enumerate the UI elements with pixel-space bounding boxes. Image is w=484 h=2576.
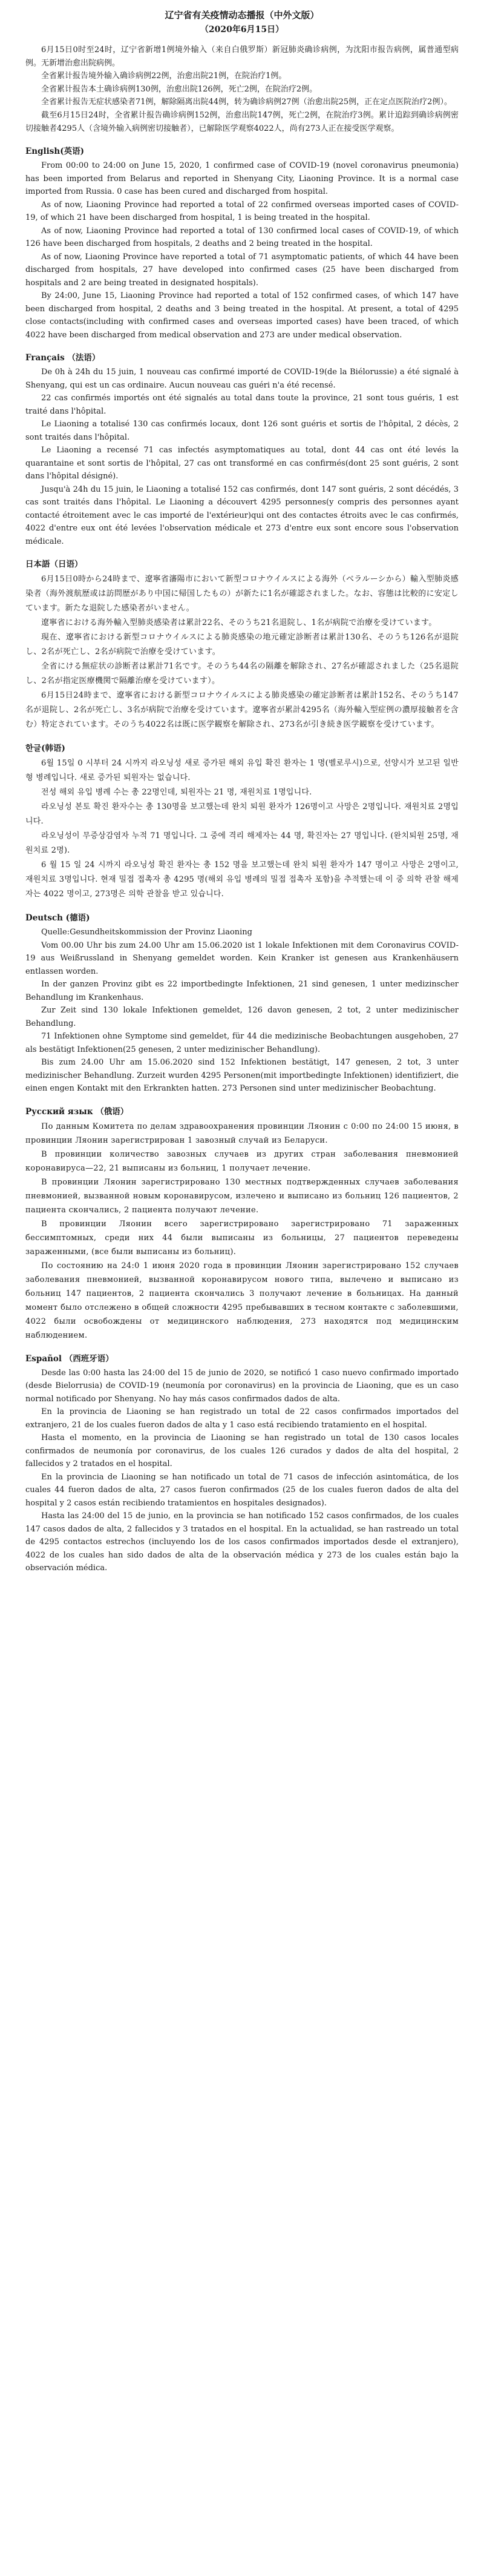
section-de bbox=[25, 911, 459, 1095]
paragraph: 全省にける無症状の診断者は累計71名です。そのうち44名の隔離を解除され、27名が確認されました（25名退院し、2名が指定医療機関で隔離治療を受けています）。 bbox=[25, 662, 459, 686]
paragraph: 6月15日0时至24时，辽宁省新增1例境外输入（来自白俄罗斯）新冠肺炎确诊病例，为沈阳市报告病例，属普通型病例。无新增治愈出院病例。 bbox=[25, 45, 459, 68]
paragraph: In der ganzen Provinz gibt es 22 importbedingte Infektionen, 21 sind genesen, 1 unter medizinscher Behandlung im Krankenhaus. bbox=[25, 980, 459, 1002]
section-heading-es: Español （西班牙语） bbox=[25, 1353, 114, 1364]
section-ru bbox=[25, 1105, 459, 1342]
document-title: 辽宁省有关疫情动态播报（中外文版） bbox=[165, 10, 319, 21]
paragraph: 22 cas confirmés importés ont été signalés au total dans toute la province, 21 sont tous guéris, 1 est traité dans l'hôpital. bbox=[25, 394, 459, 416]
paragraph: В провинции количество завозных случаев из других стран заболевания пневмонией коронавируса—22, 21 выписаны из больниц, 1 получает лечение. bbox=[25, 1149, 459, 1173]
section-heading-de: Deutsch (德语) bbox=[25, 913, 90, 923]
paragraph: 71 Infektionen ohne Symptome sind gemeldet, für 44 die medizinische Beobachtungen ausgehoben, 27 als bestätigt Infektionen(25 genesen, 2 unter medizinischer Behandlung). bbox=[25, 1032, 459, 1054]
paragraph: Hasta el momento, en la provincia de Liaoning se han registrado un total de 130 casos locales confirmados de neumonía por coronavirus, de los cuales 126 curados y dados de alta del hospital, 2 fallecidos y 2 tratados en el hospital. bbox=[25, 1433, 459, 1469]
document-date: （2020年6月15日） bbox=[200, 25, 284, 35]
paragraph: 라오닝성 본토 확진 환자수는 총 130명을 보고했는데 완치 퇴원 환자가 126명이고 사망은 2명입니다. 재원치료 2명입니다. bbox=[25, 802, 459, 827]
paragraph: Le Liaoning a recensé 71 cas infectés asymptomatiques au total, dont 44 cas ont été levés la quarantaine et sont sortis de l'hôpital, 27 cas ont transformé en cas confirmés(dont 25 sont guéris, 2 sont dans l'hôpital désigné). bbox=[25, 446, 459, 481]
paragraph: Quelle:Gesundheitskommission der Provinz Liaoning bbox=[41, 928, 252, 937]
section-heading-ja: 日本語（日语） bbox=[25, 560, 83, 570]
paragraph: En la provincia de Liaoning se han registrado un total de 22 casos confirmados importados del extranjero, 21 de los cuales fueron dados de alta y 1 caso está recibiendo tratamiento en el hospital. bbox=[25, 1407, 459, 1430]
paragraph: 遼寧省における海外輸入型肺炎感染者は累計22名、そのうち21名退院し、1名が病院で治療を受けています。 bbox=[41, 618, 437, 628]
paragraph: По данным Комитета по делам здравоохранения провинции Ляонин с 0:00 по 24:00 15 июня, в провинции Ляонин зарегистрирован 1 завозный случай из Беларуси. bbox=[25, 1121, 459, 1145]
section-zh bbox=[25, 44, 459, 135]
paragraph: 現在、遼寧省における新型コロナウイルスによる肺炎感染の地元確定診断者は累計130名、そのうち126名が退院し、2名が死亡し、2名が病院で治療を受けています。 bbox=[25, 633, 459, 657]
section-heading-en: English(英语) bbox=[25, 147, 84, 157]
paragraph: В провинции Ляонин зарегистрировано 130 местных подтвержденных случаев заболевания пневмонией, вызванной новым коронавирусом, излечено и выписано из больниц 126 пациентов, 2 пациента скончались, 2 пациента получают лечение. bbox=[25, 1177, 459, 1215]
paragraph: Le Liaoning a totalisé 130 cas confirmés locaux, dont 126 sont guéris et sortis de l'hôpital, 2 décès, 2 sont traités dans l'hôpital. bbox=[25, 420, 459, 442]
paragraph: 6月15日0時から24時まで、遼寧省瀋陽市において新型コロナウイルスによる海外（ベラルーシから）輸入型肺炎感染者（海外渡航歴或は訪問歴があり中国に帰国したもの）が新たに1名が確認されました。なお、容態は比較的に安定しています。新たな退院した感染者がいません。 bbox=[25, 575, 459, 613]
section-fr bbox=[25, 351, 459, 548]
paragraph: En la provincia de Liaoning se han notificado un total de 71 casos de infección asintomática, de los cuales 44 fueron dados de alta, 27 casos fueron confirmados (25 de los cuales fueron dados de alta del hospital y 2 casos están recibiendo tratamientos en hospitales designados). bbox=[25, 1472, 459, 1508]
paragraph: De 0h à 24h du 15 juin, 1 nouveau cas confirmé importé de COVID-19(de la Biélorussie) a été signalé à Shenyang, qui est un cas ordinaire. Aucun nouveau cas guéri n'a été recensé. bbox=[25, 368, 459, 390]
section-en bbox=[25, 145, 459, 342]
paragraph: 6 월 15 일 24 시까지 라오닝성 확진 환자는 총 152 명을 보고했는데 완치 퇴원 환자가 147 명이고 사망은 2명이고, 재원치료 3명입니다. 현재 밀접 접촉자 총 4295 명(해외 유입 병례의 밀접 접촉자 포함)을 추적했는데 이 중 의학 관찰 해제자는 4022 명이고, 273명은 의학 관찰을 받고 있습니다. bbox=[25, 860, 459, 899]
paragraph: Bis zum 24.00 Uhr am 15.06.2020 sind 152 Infektionen bestätigt, 147 genesen, 2 tot, 3 unter medizinischer Behandlung. Zurzeit wurden 4295 Personen(mit importbedingte Infektionen) identifiziert, die einen engen Kontakt mit den Erkrankten hatten. 273 Personen sind unter medizinischer Beobachtung. bbox=[25, 1058, 459, 1094]
paragraph: Hasta las 24:00 del 15 de junio, en la provincia se han notificado 152 casos confirmados, de los cuales 147 casos dados de alta, 2 fallecidos y 3 tratados en el hospital. En la actualidad, se han rastreado un total de 4295 contactos estrechos (incluyendo los de los casos confirmados importados desde el extranjero), 4022 de los cuales han sido dados de alta de la observación médica y 273 de los cuales están bajo la observación médica. bbox=[25, 1511, 459, 1573]
paragraph: As of now, Liaoning Province have reported a total of 71 asymptomatic patients, of which 44 have been discharged from hospitals, 27 have developed into confirmed cases (25 have been discharged from hospitals and 2 are being treated in designated hospitals). bbox=[25, 252, 459, 288]
paragraph: Zur Zeit sind 130 lokale Infektionen gemeldet, 126 davon genesen, 2 tot, 2 unter medizinischer Behandlung. bbox=[25, 1006, 459, 1028]
section-es bbox=[25, 1352, 459, 1575]
paragraph: As of now, Liaoning Province had reported a total of 22 confirmed overseas imported cases of COVID-19, of which 21 have been discharged from hospital, 1 is being treated in the hospital. bbox=[25, 200, 459, 223]
paragraph: 全省累计报告无症状感染者71例，解除隔离出院44例，转为确诊病例27例（治愈出院25例，正在定点医院治疗2例）。 bbox=[41, 97, 452, 107]
paragraph: 전성 해외 유입 병례 수는 총 22명인데, 퇴원자는 21 명, 재원치료 1명입니다. bbox=[41, 788, 312, 798]
paragraph: Vom 00.00 Uhr bis zum 24.00 Uhr am 15.06.2020 ist 1 lokale Infektionen mit dem Coronavirus COVID-19 aus Weißrussland in Shenyang gemeldet worden. Kein Kranker ist genesen aus Krankenhäusern entlassen worden. bbox=[25, 940, 459, 976]
section-ja bbox=[25, 558, 459, 732]
paragraph: 라오닝성이 무증상감염자 누적 71 명입니다. 그 중에 격리 해제자는 44 명, 확진자는 27 명입니다. (완치퇴원 25명, 재원치료 2명). bbox=[25, 831, 459, 856]
paragraph: По состоянию на 24:0 1 июня 2020 года в провинции Ляонин зарегистрировано 152 случаев заболевания пневмонией, вызванной коронавирусом нового типа, вылечено и выписано из больниц 147 пациентов, 2 пациента скончались 3 получают лечение в больницах. На данный момент было отслежено в общей сложности 4295 пребывавших в тесном контакте с заболевшими, 4022 были освобождены от медицинского наблюдения, 273 находятся под медицинским наблюдением. bbox=[25, 1261, 459, 1340]
paragraph: As of now, Liaoning Province had reported a total of 130 confirmed local cases of COVID-19, of which 126 have been discharged from hospitals, 2 deaths and 2 being treated in the hospital. bbox=[25, 226, 459, 249]
paragraph: Jusqu'à 24h du 15 juin, le Liaoning a totalisé 152 cas confirmés, dont 147 sont guéris, 2 sont décédés, 3 cas sont traités dans l'hôpital. Le Liaoning a découvert 4295 personnes(y compris des personnes ayant contacté étroitement avec le cas importé de l'extérieur)qui ont des contactes étroits avec le cas confirmés, 4022 d'entre eux ont été levées l'observation médicale et 273 d'entre eux sont encore sous l'observation médicale. bbox=[25, 484, 459, 546]
paragraph: By 24:00, June 15, Liaoning Province had reported a total of 152 confirmed cases, of which 147 have been discharged from hospital, 2 deaths and 3 being treated in the hospital. At present, a total of 4295 close contacts(including with confirmed cases and overseas imported cases) have been traced, of which 4022 have been discharged from medical observation and 273 are under medical observation. bbox=[25, 291, 459, 340]
paragraph: Desde las 0:00 hasta las 24:00 del 15 de junio de 2020, se notificó 1 caso nuevo confirmado importado (desde Bielorrusia) de COVID-19 (neumonía por coronavirus) en la provincia de Liaoning, que es un caso normal notificado por Shenyang. No hay más casos confirmados dados de alta. bbox=[25, 1368, 459, 1404]
paragraph: 全省累计报告境外输入确诊病例22例，治愈出院21例，在院治疗1例。 bbox=[41, 71, 287, 81]
paragraph: 6月15日24時まで、遼寧省における新型コロナウイルスによる肺炎感染の確定診断者は累計152名、そのうち147名が退院し、2名が死亡し、3名が病院で治療を受けています。遼寧省が累計4295名（海外輸入型症例の濃厚接触者を含む）特定されています。そのうち4022名は既に医学観察を解除され、273名が引き続き医学観察を受けています。 bbox=[25, 691, 459, 730]
section-heading-fr: Français （法语） bbox=[25, 353, 100, 363]
paragraph: В провинции Ляонин всего зарегистрировано зарегистрировано 71 зараженных бессимптомных, среди них 44 были выписаны из больницы, 27 пациентов переведены зараженными, (все были выписаны из больниц). bbox=[25, 1219, 459, 1257]
section-heading-ru: Русский язык （俄语） bbox=[25, 1106, 129, 1117]
section-ko bbox=[25, 742, 459, 902]
paragraph: From 00:00 to 24:00 on June 15, 2020, 1 confirmed case of COVID-19 (novel coronavirus pneumonia) has been imported from Belarus and reported in Shenyang City, Liaoning Province. It is a normal case imported from Russia. 0 case has been cured and discharged from hospital. bbox=[25, 161, 459, 197]
paragraph: 6월 15일 0 시부터 24 시까지 라오닝성 새로 증가된 해외 유입 확진 환자는 1 명(벨로루시)으로, 선양시가 보고된 일반형 병례입니다. 새로 증가된 퇴원자는 없습니다. bbox=[25, 759, 459, 783]
paragraph: 截至6月15日24时，全省累计报告确诊病例152例，治愈出院147例，死亡2例，在院治疗3例。累计追踪到确诊病例密切接触者4295人（含境外输入病例密切接触者），已解除医学观察4022人，尚有273人正在接受医学观察。 bbox=[25, 110, 459, 133]
section-heading-ko: 한글(韩语) bbox=[25, 744, 65, 754]
language-sections bbox=[25, 44, 459, 1575]
paragraph: 全省累计报告本土确诊病例130例，治愈出院126例，死亡2例，在院治疗2例。 bbox=[41, 84, 318, 94]
